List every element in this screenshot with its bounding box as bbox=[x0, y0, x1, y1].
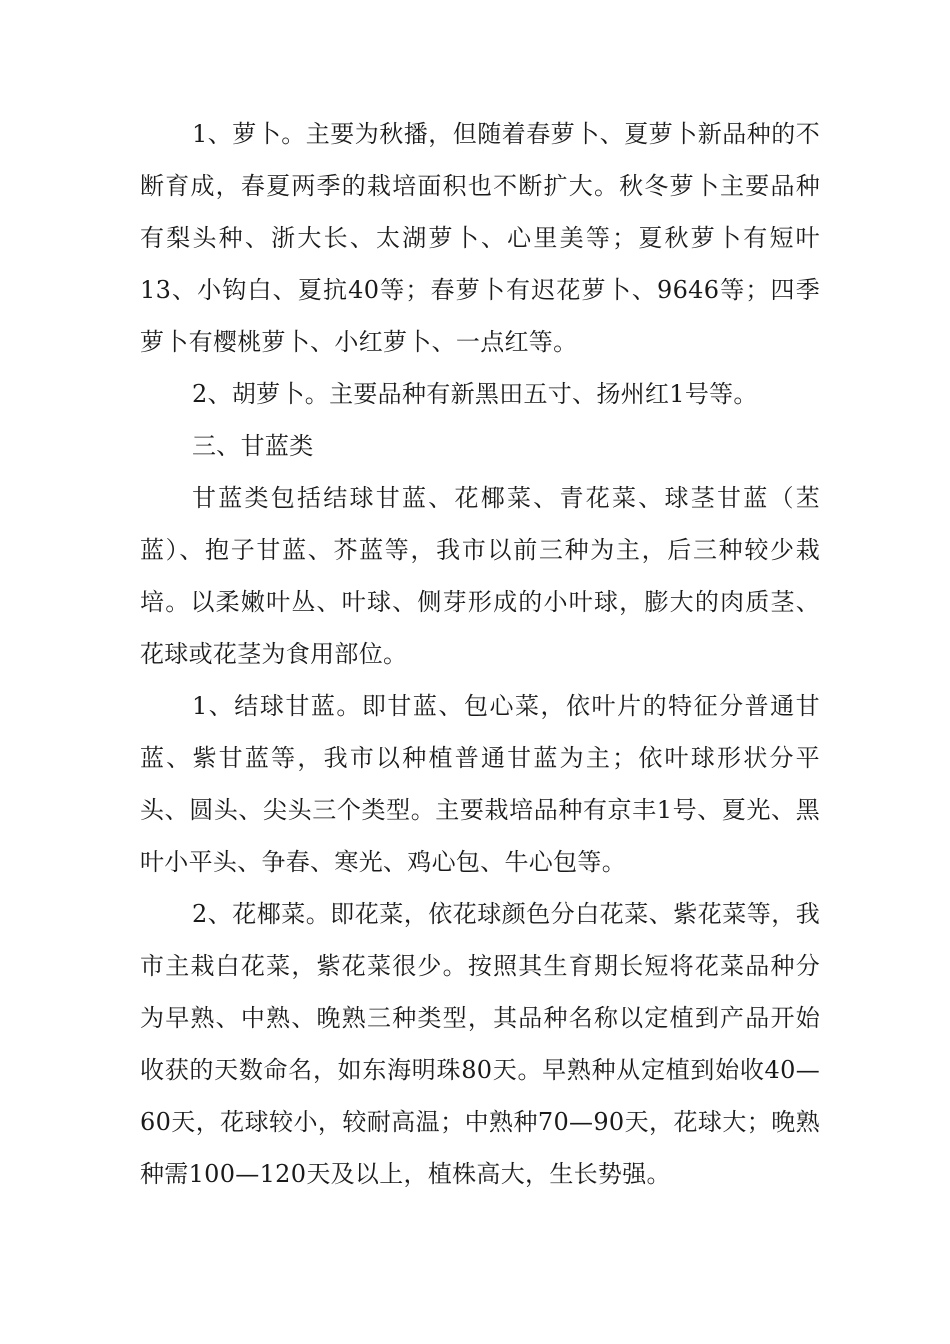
paragraph-carrot: 2、胡萝卜。主要品种有新黑田五寸、扬州红1号等。 bbox=[192, 380, 758, 408]
paragraph-cabbage: 1、结球甘蓝。即甘蓝、包心菜，依叶片的特征分普通甘蓝、紫甘蓝等，我市以种植普通甘蓝为主；依叶球形状分平头、圆头、尖头三个类型。主要栽培品种有京丰1号、夏光、黑叶小平头、争春、寒光、鸡心包、牛心包等。 bbox=[140, 692, 820, 876]
paragraph-cauliflower: 2、花椰菜。即花菜，依花球颜色分白花菜、紫花菜等，我市主栽白花菜，紫花菜很少。按照其生育期长短将花菜品种分为早熟、中熟、晚熟三种类型，其品种名称以定植到产品开始收获的天数命名，如东海明珠80天。早熟种从定植到始收40—60天，花球较小，较耐高温；中熟种70—90天，花球大；晚熟种需100—120天及以上，植株高大，生长势强。 bbox=[140, 900, 820, 1188]
document-page bbox=[140, 108, 820, 1200]
paragraph-brassica-intro: 甘蓝类包括结球甘蓝、花椰菜、青花菜、球茎甘蓝（苤蓝）、抱子甘蓝、芥蓝等，我市以前三种为主，后三种较少栽培。以柔嫩叶丛、叶球、侧芽形成的小叶球，膨大的肉质茎、花球或花茎为食用部位。 bbox=[140, 484, 820, 668]
paragraph-radish: 1、萝卜。主要为秋播，但随着春萝卜、夏萝卜新品种的不断育成，春夏两季的栽培面积也不断扩大。秋冬萝卜主要品种有梨头种、浙大长、太湖萝卜、心里美等；夏秋萝卜有短叶13、小钩白、夏抗40等；春萝卜有迟花萝卜、9646等；四季萝卜有樱桃萝卜、小红萝卜、一点红等。 bbox=[140, 120, 820, 356]
section-heading-brassica: 三、甘蓝类 bbox=[192, 432, 314, 460]
